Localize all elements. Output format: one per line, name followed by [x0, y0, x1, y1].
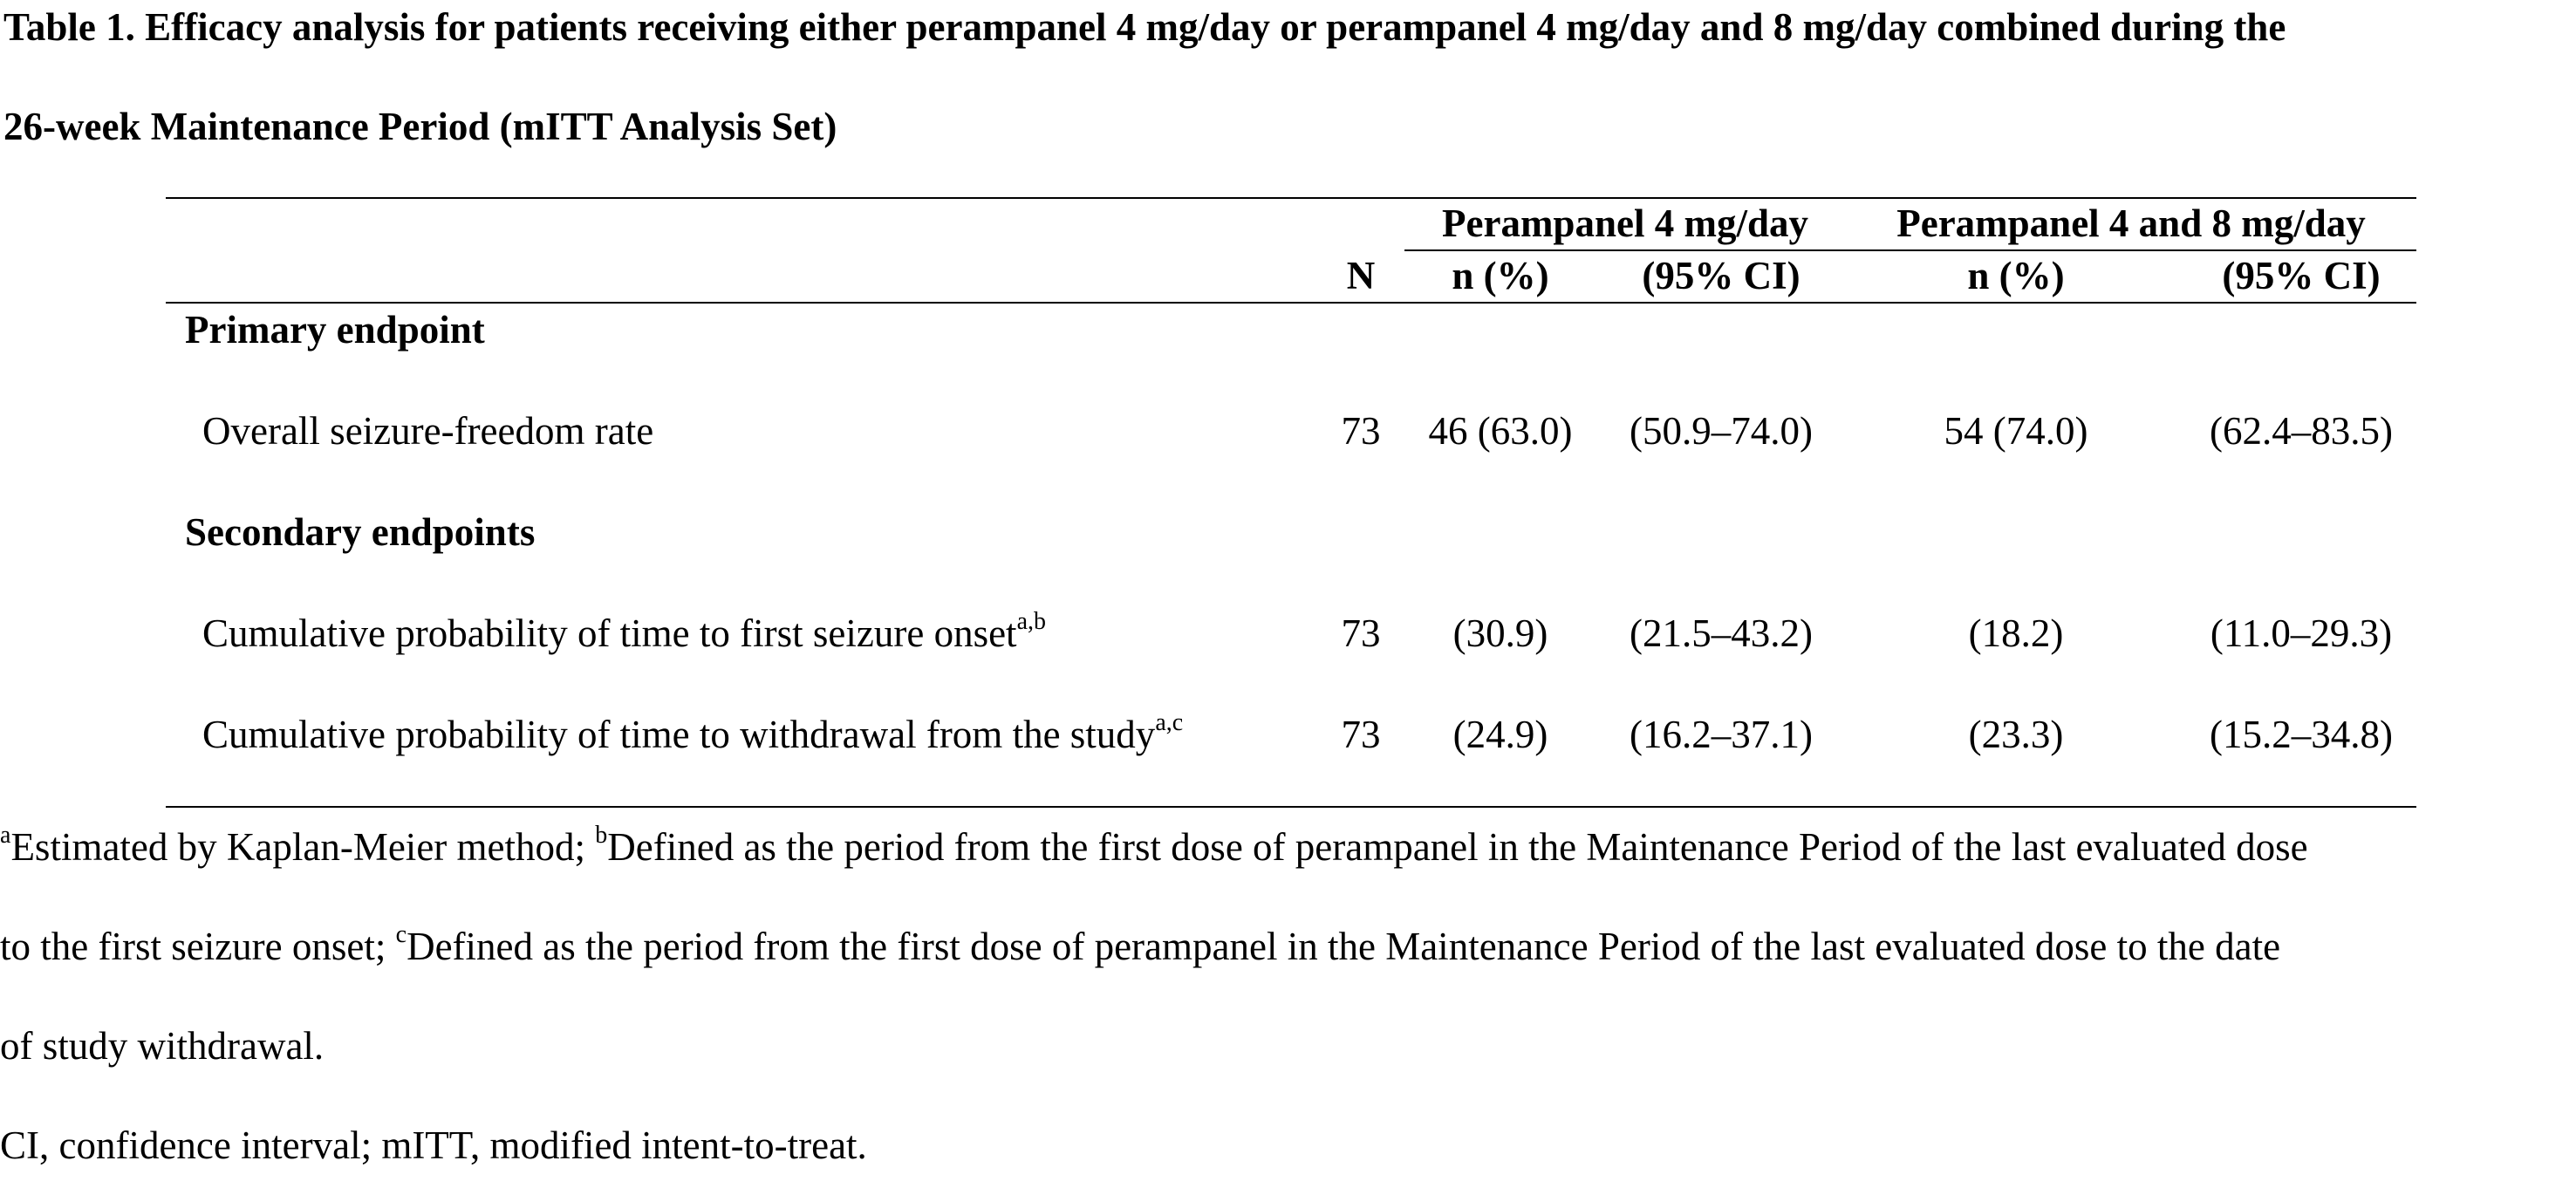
- footnote-a-text: Estimated by Kaplan-Meier method;: [10, 825, 596, 869]
- group-header-4-and-8mg: Perampanel 4 and 8 mg/day: [1896, 201, 2366, 245]
- abbreviations-note: CI, confidence interval; mITT, modified intent-to-treat.: [0, 1123, 867, 1167]
- footnote-line-1: [0, 797, 2576, 897]
- row-n: 73: [1341, 409, 1381, 453]
- footnote-mark-b: b: [595, 822, 608, 849]
- row-label-text: Cumulative probability of time to first seizure onset: [202, 611, 1017, 655]
- row-g2-n: (18.2): [1968, 611, 2064, 655]
- col-header-g1-n: n (%): [1452, 254, 1549, 297]
- header-bottom-rule: [166, 302, 2416, 304]
- row-n: 73: [1341, 611, 1381, 655]
- row-label-superscript: a,b: [1016, 608, 1046, 635]
- footnote-line-2: [0, 897, 2576, 996]
- table-title-line-1: Table 1. Efficacy analysis for patients receiving either perampanel 4 mg/day or perampanel 4 mg/day and 8 mg/day combined during the: [3, 5, 2286, 49]
- footnote-mark-a: a: [0, 822, 11, 849]
- section-primary-endpoint: Primary endpoint: [185, 308, 485, 352]
- row-label: [202, 406, 653, 455]
- row-label: [202, 609, 1046, 658]
- col-header-g2-n: n (%): [1967, 254, 2065, 297]
- table-footnotes: [0, 797, 2576, 1195]
- footnote-mark-c: c: [395, 921, 407, 948]
- row-g2-ci: (62.4–83.5): [2210, 409, 2393, 453]
- footnote-b-text-cont: to the first seizure onset;: [0, 925, 396, 968]
- row-g1-n: (30.9): [1452, 611, 1548, 655]
- row-g1-ci: (50.9–74.0): [1630, 409, 1813, 453]
- row-g1-n: (24.9): [1452, 713, 1548, 756]
- footnote-line-3: of study withdrawal.: [0, 1024, 325, 1068]
- row-label-superscript: a,c: [1155, 709, 1184, 736]
- section-secondary-endpoints: Secondary endpoints: [185, 510, 536, 554]
- col-header-g2-ci: (95% CI): [2222, 254, 2381, 297]
- row-g1-ci: (16.2–37.1): [1630, 713, 1813, 756]
- table-title-line-2: 26-week Maintenance Period (mITT Analysis Set): [3, 105, 837, 148]
- table-title: [3, 0, 2573, 176]
- row-g1-ci: (21.5–43.2): [1630, 611, 1813, 655]
- row-g2-ci: (11.0–29.3): [2210, 611, 2393, 655]
- row-label-text: Cumulative probability of time to withdrawal from the study: [202, 713, 1156, 756]
- row-label-text: Overall seizure-freedom rate: [202, 409, 654, 453]
- row-g2-ci: (15.2–34.8): [2210, 713, 2393, 756]
- row-g1-n: 46 (63.0): [1428, 409, 1573, 453]
- col-header-n: N: [1346, 254, 1376, 297]
- row-g2-n: 54 (74.0): [1944, 409, 2088, 453]
- col-header-g1-ci: (95% CI): [1642, 254, 1800, 297]
- group-header-4mg: Perampanel 4 mg/day: [1442, 201, 1808, 245]
- footnote-c-text: Defined as the period from the first dose of perampanel in the Maintenance Period of the last evaluated dose to the date: [407, 925, 2281, 968]
- row-n: 73: [1341, 713, 1381, 756]
- row-label: [202, 710, 1183, 759]
- footnote-b-text: Defined as the period from the first dose of perampanel in the Maintenance Period of the last evaluated dose: [607, 825, 2308, 869]
- row-g2-n: (23.3): [1968, 713, 2064, 756]
